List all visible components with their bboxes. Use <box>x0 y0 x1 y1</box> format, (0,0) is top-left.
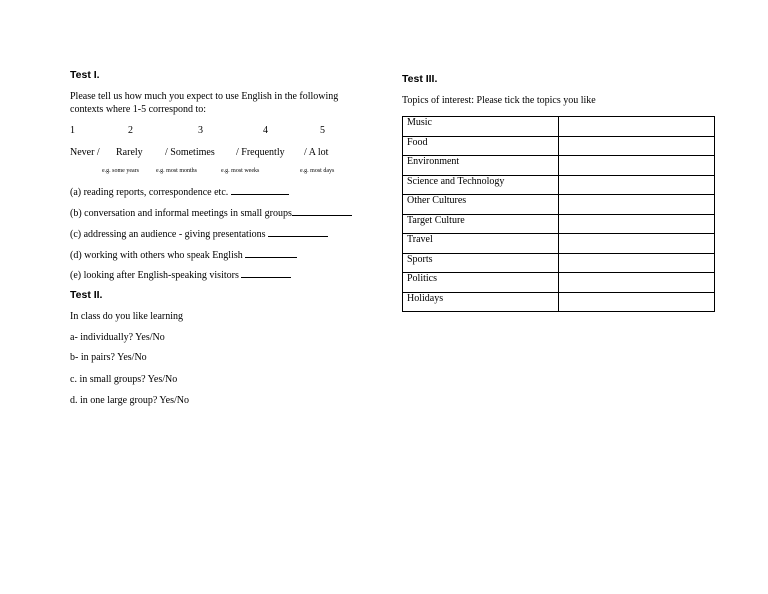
topic-row <box>403 234 715 254</box>
scale-label-sometimes: / Sometimes <box>165 147 215 158</box>
test1-intro-line2: contexts where 1-5 correspond to: <box>70 104 207 115</box>
topic-row <box>403 214 715 234</box>
topic-label: Food <box>403 136 559 156</box>
topic-label: Holidays <box>403 292 559 312</box>
test2-option-c: c. in small groups? Yes/No <box>70 374 178 385</box>
scale-label-a-lot: / A lot <box>304 147 329 158</box>
scale-number-2: 2 <box>128 125 133 136</box>
test1-intro-line1: Please tell us how much you expect to use English in the following <box>70 91 339 102</box>
topic-label: Science and Technology <box>403 175 559 195</box>
topic-row <box>403 136 715 156</box>
test2-option-a: a- individually? Yes/No <box>70 332 165 343</box>
scale-number-5: 5 <box>320 125 325 136</box>
topic-row <box>403 253 715 273</box>
topic-label: Environment <box>403 156 559 176</box>
topic-row <box>403 156 715 176</box>
tick-cell[interactable] <box>559 273 715 293</box>
tick-cell[interactable] <box>559 136 715 156</box>
topic-label: Target Culture <box>403 214 559 234</box>
tick-cell[interactable] <box>559 117 715 137</box>
test1-heading: Test I. <box>70 69 100 81</box>
topic-label: Travel <box>403 234 559 254</box>
topic-label: Sports <box>403 253 559 273</box>
test1-item-e-text: (e) looking after English-speaking visitors <box>70 270 239 281</box>
answer-blank-c[interactable] <box>268 227 328 237</box>
answer-blank-a[interactable] <box>231 185 289 195</box>
test1-item-c <box>70 227 328 241</box>
test1-item-a-text: (a) reading reports, correspondence etc. <box>70 187 229 198</box>
test1-item-b-text: (b) conversation and informal meetings in small groups <box>70 208 292 219</box>
scale-label-frequently: / Frequently <box>236 147 285 158</box>
test1-item-c-text: (c) addressing an audience - giving presentations <box>70 229 266 240</box>
topic-row <box>403 195 715 215</box>
scale-number-3: 3 <box>198 125 203 136</box>
scale-example-frequently: e.g. most weeks <box>221 168 260 174</box>
topics-table <box>402 116 715 312</box>
scale-example-sometimes: e.g. most months <box>156 168 198 174</box>
test1-item-a <box>70 185 289 199</box>
scale-label-never: Never / <box>70 147 100 158</box>
topic-label: Music <box>403 117 559 137</box>
test3-instruction: Topics of interest: Please tick the topics you like <box>402 95 596 106</box>
topic-row <box>403 117 715 137</box>
topic-row <box>403 175 715 195</box>
test3-heading: Test III. <box>402 73 438 85</box>
test1-item-d-text: (d) working with others who speak English <box>70 250 243 261</box>
scale-number-1: 1 <box>70 125 75 136</box>
test2-option-b: b- in pairs? Yes/No <box>70 352 147 363</box>
scale-example-rarely: e.g. some years <box>102 168 139 174</box>
tick-cell[interactable] <box>559 156 715 176</box>
scale-number-4: 4 <box>263 125 268 136</box>
answer-blank-d[interactable] <box>245 248 297 258</box>
topic-row <box>403 273 715 293</box>
tick-cell[interactable] <box>559 175 715 195</box>
tick-cell[interactable] <box>559 253 715 273</box>
test2-option-d: d. in one large group? Yes/No <box>70 395 189 406</box>
test1-item-e <box>70 268 291 282</box>
test2-heading: Test II. <box>70 289 103 301</box>
tick-cell[interactable] <box>559 195 715 215</box>
answer-blank-e[interactable] <box>241 268 291 278</box>
topic-label: Other Cultures <box>403 195 559 215</box>
topic-row <box>403 292 715 312</box>
tick-cell[interactable] <box>559 292 715 312</box>
answer-blank-b[interactable] <box>292 206 352 216</box>
test1-item-b <box>70 206 352 220</box>
scale-label-rarely: Rarely <box>116 147 143 158</box>
test2-question: In class do you like learning <box>70 311 184 322</box>
topic-label: Politics <box>403 273 559 293</box>
test1-item-d <box>70 248 297 262</box>
tick-cell[interactable] <box>559 234 715 254</box>
scale-example-a-lot: e.g. most days <box>300 168 335 174</box>
tick-cell[interactable] <box>559 214 715 234</box>
